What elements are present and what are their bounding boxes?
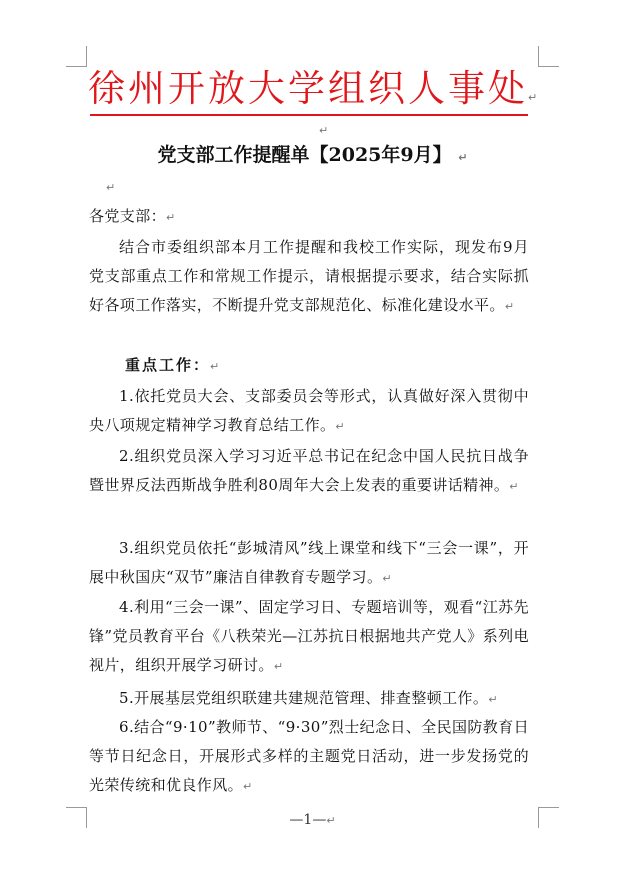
- paragraph-mark: ↵: [458, 151, 468, 164]
- work-item: 1.依托党员大会、支部委员会等形式，认真做好深入贯彻中央八项规定精神学习教育总结工作。↵: [89, 387, 529, 434]
- paragraph-mark: ↵: [166, 211, 176, 224]
- paragraph-mark: ↵: [273, 660, 284, 673]
- paragraph-mark: ↵: [335, 420, 346, 433]
- paragraph-mark: ↵: [319, 124, 329, 137]
- paragraph-mark: ↵: [106, 181, 116, 194]
- paragraph-mark: ↵: [509, 480, 519, 493]
- paragraph-mark: ↵: [504, 300, 515, 313]
- document-title: 党支部工作提醒单【2025年9月】 ↵: [157, 144, 468, 166]
- intro-paragraph: 结合市委组织部本月工作提醒和我校工作实际，现发布9月党支部重点工作和常规工作提示，请根据提示要求，结合实际抓好各项工作落实，不断提升党支部规范化、标准化建设水平。↵: [89, 238, 529, 314]
- crop-mark-top-right: [538, 46, 559, 67]
- paragraph-mark: ↵: [210, 360, 220, 373]
- work-item: 6.结合“9·10”教师节、“9·30”烈士纪念日、全民国防教育日等节日纪念日，开展形式多样的主题党日活动，进一步发扬党的光荣传统和优良作风。↵: [89, 718, 529, 794]
- work-item: 5.开展基层党组织联建共建规范管理、排查整顿工作。↵: [119, 689, 498, 707]
- salutation: 各党支部：↵: [89, 207, 176, 225]
- paragraph-mark: ↵: [243, 780, 253, 793]
- paragraph-mark: ↵: [382, 572, 392, 585]
- paragraph-mark: ↵: [528, 91, 541, 104]
- letterhead-title: 徐州开放大学组织人事处↵: [88, 67, 541, 110]
- work-item: 2.组织党员深入学习习近平总书记在纪念中国人民抗日战争暨世界反法西斯战争胜利80周年大会上发表的重要讲话精神。↵: [89, 447, 529, 494]
- crop-mark-top-left: [66, 46, 87, 67]
- page-number: —1—↵: [289, 812, 336, 828]
- paragraph-mark: ↵: [326, 814, 336, 827]
- letterhead-rule: [90, 114, 528, 116]
- section-title: 重点工作：↵: [125, 356, 220, 374]
- work-item: 4.利用“三会一课”、固定学习日、专题培训等，观看“江苏先锋”党员教育平台《八秩荣光—江苏抗日根据地共产党人》系列电视片，组织开展学习研讨。↵: [89, 598, 529, 674]
- work-item: 3.组织党员依托“彭城清风”线上课堂和线下“三会一课”，开展中秋国庆“双节”廉洁自律教育专题学习。↵: [89, 539, 529, 586]
- paragraph-mark: ↵: [488, 693, 498, 706]
